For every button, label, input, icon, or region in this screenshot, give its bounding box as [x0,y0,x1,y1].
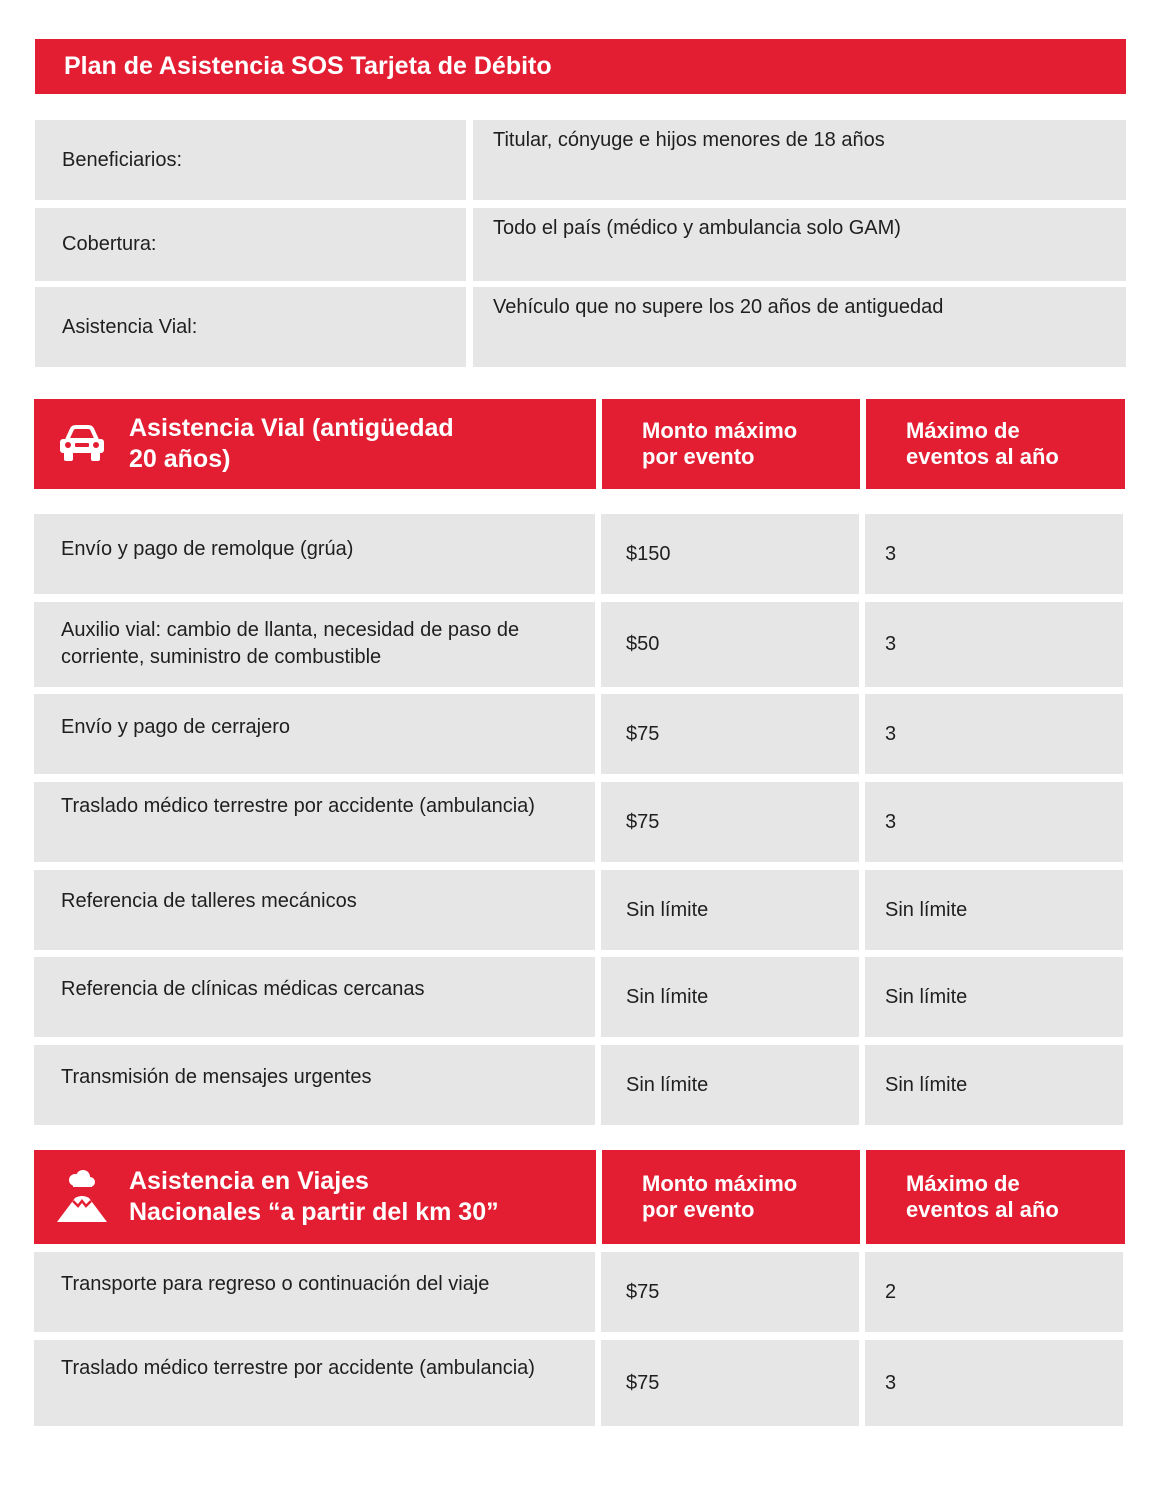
row-amount: $150 [601,514,859,594]
row-description: Envío y pago de cerrajero [34,694,595,774]
column-header-line: Monto máximo [642,1171,798,1196]
section-title-line: Nacionales “a partir del km 30” [129,1198,499,1226]
column-header-line: por evento [642,444,755,469]
row-amount: $75 [601,782,859,862]
row-description: Traslado médico terrestre por accidente (ambulancia) [34,1340,595,1426]
section-title [34,1150,596,1244]
row-amount: $50 [601,602,859,687]
row-max-events: Sin límite [865,957,1123,1037]
table-row [34,870,1123,950]
info-value: Vehículo que no supere los 20 años de antiguedad [473,287,1126,367]
table-row [34,1045,1123,1125]
info-label: Cobertura: [35,208,466,281]
row-max-events: 3 [865,602,1123,687]
row-amount: $75 [601,694,859,774]
table-row [34,1340,1123,1426]
column-header-line: eventos al año [906,444,1059,469]
page-title: Plan de Asistencia SOS Tarjeta de Débito [35,39,1126,94]
info-row-asistencia-vial [35,287,1126,367]
row-max-events: 3 [865,782,1123,862]
car-icon [34,424,129,464]
section-title-line: Asistencia en Viajes [129,1167,369,1195]
row-max-events: 3 [865,1340,1123,1426]
section-title-line: 20 años) [129,445,231,473]
column-header-maximo [866,1150,1125,1244]
table-row [34,782,1123,862]
row-amount: Sin límite [601,957,859,1037]
row-amount: Sin límite [601,870,859,950]
row-max-events: 2 [865,1252,1123,1332]
row-max-events: Sin límite [865,1045,1123,1125]
column-header-line: eventos al año [906,1197,1059,1222]
row-description: Transporte para regreso o continuación del viaje [34,1252,595,1332]
column-header-line: por evento [642,1197,755,1222]
row-description: Referencia de talleres mecánicos [34,870,595,950]
volcano-icon [34,1168,129,1226]
section-title-line: Asistencia Vial (antigüedad [129,414,454,442]
row-max-events: 3 [865,514,1123,594]
table-row [34,514,1123,594]
section-title [34,399,596,489]
table-row [34,1252,1123,1332]
column-header-line: Monto máximo [642,418,798,443]
info-value: Titular, cónyuge e hijos menores de 18 años [473,120,1126,200]
info-label: Asistencia Vial: [35,287,466,367]
column-header-maximo [866,399,1125,489]
column-header-monto [602,1150,860,1244]
column-header-line: Máximo de [906,418,1020,443]
info-row-beneficiarios [35,120,1126,200]
row-max-events: Sin límite [865,870,1123,950]
row-description: Referencia de clínicas médicas cercanas [34,957,595,1037]
section-header-viajes [34,1150,1125,1244]
info-value: Todo el país (médico y ambulancia solo GAM) [473,208,1126,281]
table-row [34,694,1123,774]
row-amount: $75 [601,1340,859,1426]
table-row [34,957,1123,1037]
info-label: Beneficiarios: [35,120,466,200]
row-amount: Sin límite [601,1045,859,1125]
row-description: Envío y pago de remolque (grúa) [34,514,595,594]
column-header-monto [602,399,860,489]
row-amount: $75 [601,1252,859,1332]
row-description: Traslado médico terrestre por accidente (ambulancia) [34,782,595,862]
row-description: Transmisión de mensajes urgentes [34,1045,595,1125]
column-header-line: Máximo de [906,1171,1020,1196]
row-max-events: 3 [865,694,1123,774]
table-row [34,602,1123,687]
row-description: Auxilio vial: cambio de llanta, necesidad de paso de corriente, suministro de combustible [34,602,595,687]
info-row-cobertura [35,208,1126,281]
section-header-vial [34,399,1125,489]
